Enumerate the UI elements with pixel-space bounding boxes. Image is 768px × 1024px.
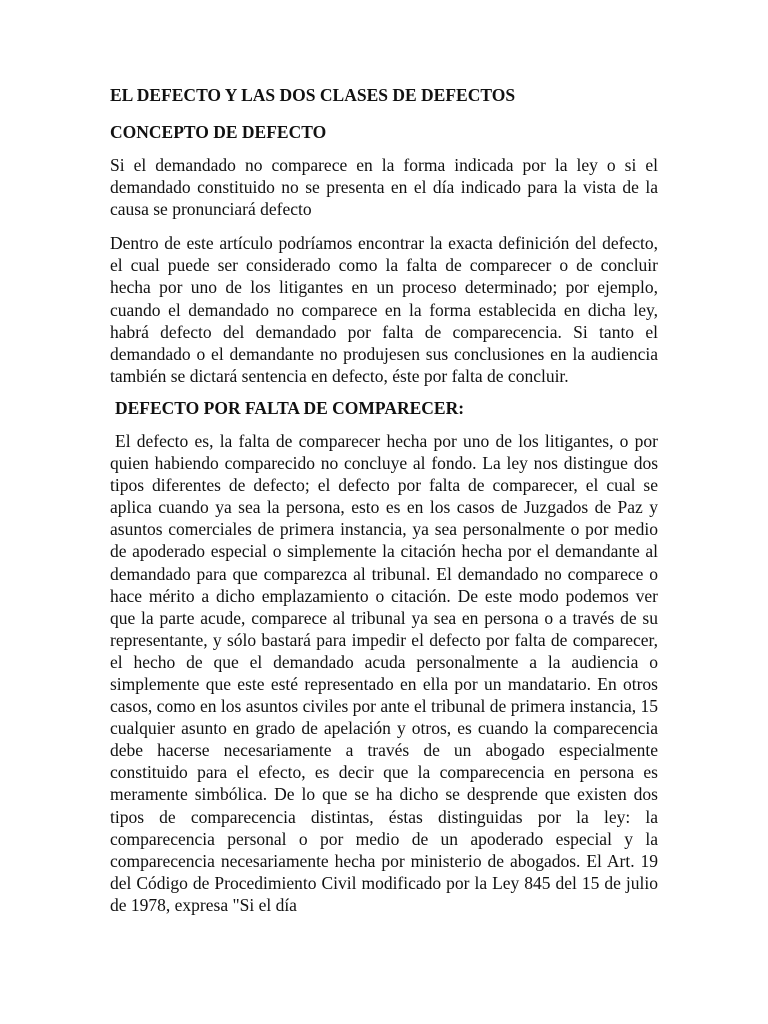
document-title: EL DEFECTO Y LAS DOS CLASES DE DEFECTOS [110, 85, 516, 105]
paragraph-3: El defecto es, la falta de comparecer hecha por uno de los litigantes, o por quien habiendo comparecido no concluye al fondo. La ley nos distingue dos tipos diferentes de defecto; el defecto por falta de comparecer, el cual se aplica cuando ya sea la persona, esto es en los casos de Juzgados de Paz y asuntos comerciales de primera instancia, ya sea personalmente o por medio de apoderado especial o simplemente la citación hecha por el demandante al demandado para que comparezca al tribunal. El demandado no comparece o hace mérito a dicho emplazamiento o citación. De este modo podemos ver que la parte acude, comparece al tribunal ya sea en persona o a través de su representante, y sólo bastará para impedir el defecto por falta de comparecer, el hecho de que el demandado acuda personalmente a la audiencia o simplemente que este esté representado en ella por un mandatario. En otros casos, como en los asuntos civiles por ante el tribunal de primera instancia, 15 cualquier asunto en grado de apelación y otros, es cuando la comparecencia debe hacerse necesariamente a través de un abogado especialmente constituido para el efecto, es decir que la comparecencia en persona es meramente simbólica. De lo que se ha dicho se desprende que existen dos tipos de comparecencia distintas, éstas distinguidas por la ley: la comparecencia personal o por medio de un apoderado especial y la comparecencia necesariamente hecha por ministerio de abogados. El Art. 19 del Código de Procedimiento Civil modificado por la Ley 845 del 15 de julio de 1978, expresa "Si el día [110, 430, 658, 915]
document-page [110, 84, 658, 916]
paragraph-2: Dentro de este artículo podríamos encontrar la exacta definición del defecto, el cual puede ser considerado como la falta de comparecer o de concluir hecha por uno de los litigantes en un proceso determinado; por ejemplo, cuando el demandado no comparece en la forma establecida en dicha ley, habrá defecto del demandado por falta de comparecencia. Si tanto el demandado o el demandante no produjesen sus conclusiones en la audiencia también se dictará sentencia en defecto, éste por falta de concluir. [110, 233, 658, 386]
paragraph-1: Si el demandado no comparece en la forma indicada por la ley o si el demandado constituido no se presenta en el día indicado para la vista de la causa se pronunciará defecto [110, 155, 658, 220]
concept-heading: CONCEPTO DE DEFECTO [110, 122, 327, 142]
section-heading: DEFECTO POR FALTA DE COMPARECER: [115, 397, 465, 418]
